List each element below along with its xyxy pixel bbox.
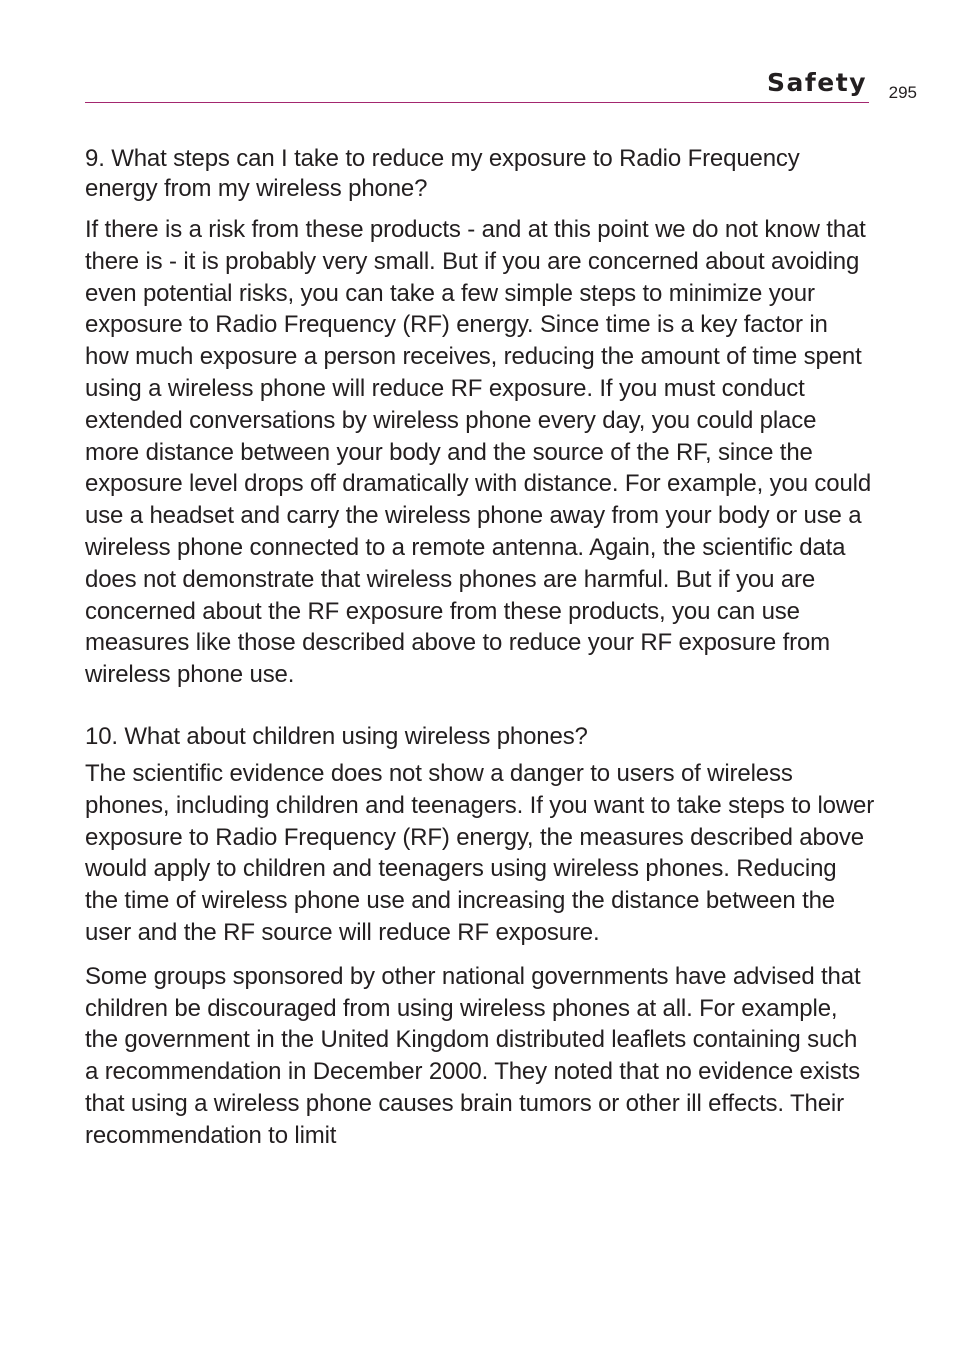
page-header [85,60,917,106]
answer-10-paragraph-1: The scientific evidence does not show a danger to users of wireless phones, including children and teenagers. If you want to take steps to lower exposure to Radio Frequency (RF) energy, the measures described above would apply to children and teenagers using wireless phones. Reducing the time of wireless phone use and increasing the distance between the user and the RF source will reduce RF exposure. [85,759,875,946]
section-title: Safety [767,68,867,97]
question-9-heading: 9. What steps can I take to reduce my exposure to Radio Frequency energy from my wireless phone? [85,145,800,202]
header-rule [85,102,869,103]
question-10-heading: 10. What about children using wireless phones? [85,722,588,750]
answer-10-paragraph-2: Some groups sponsored by other national governments have advised that children be discouraged from using wireless phones at all. For example, the government in the United Kingdom distributed leaflets containing such a recommendation in December 2000. They noted that no evidence exists that using a wireless phone causes brain tumors or other ill effects. Their recommendation to limit [85,962,861,1149]
answer-9-paragraph: If there is a risk from these products - and at this point we do not know that there is - it is probably very small. But if you are concerned about avoiding even potential risks, you can take a few simple steps to minimize your exposure to Radio Frequency (RF) energy. Since time is a key factor in how much exposure a person receives, reducing the amount of time spent using a wireless phone will reduce RF exposure. If you must conduct extended conversations by wireless phone every day, you could place more distance between your body and the source of the RF, since the exposure level drops off dramatically with distance. For example, you could use a headset and carry the wireless phone away from your body or use a wireless phone connected to a remote antenna. Again, the scientific data does not demonstrate that wireless phones are harmful. But if you are concerned about the RF exposure from these products, you can use measures like those described above to reduce your RF exposure from wireless phone use. [85,216,872,689]
page-content [85,144,875,1152]
page-number: 295 [888,83,917,102]
